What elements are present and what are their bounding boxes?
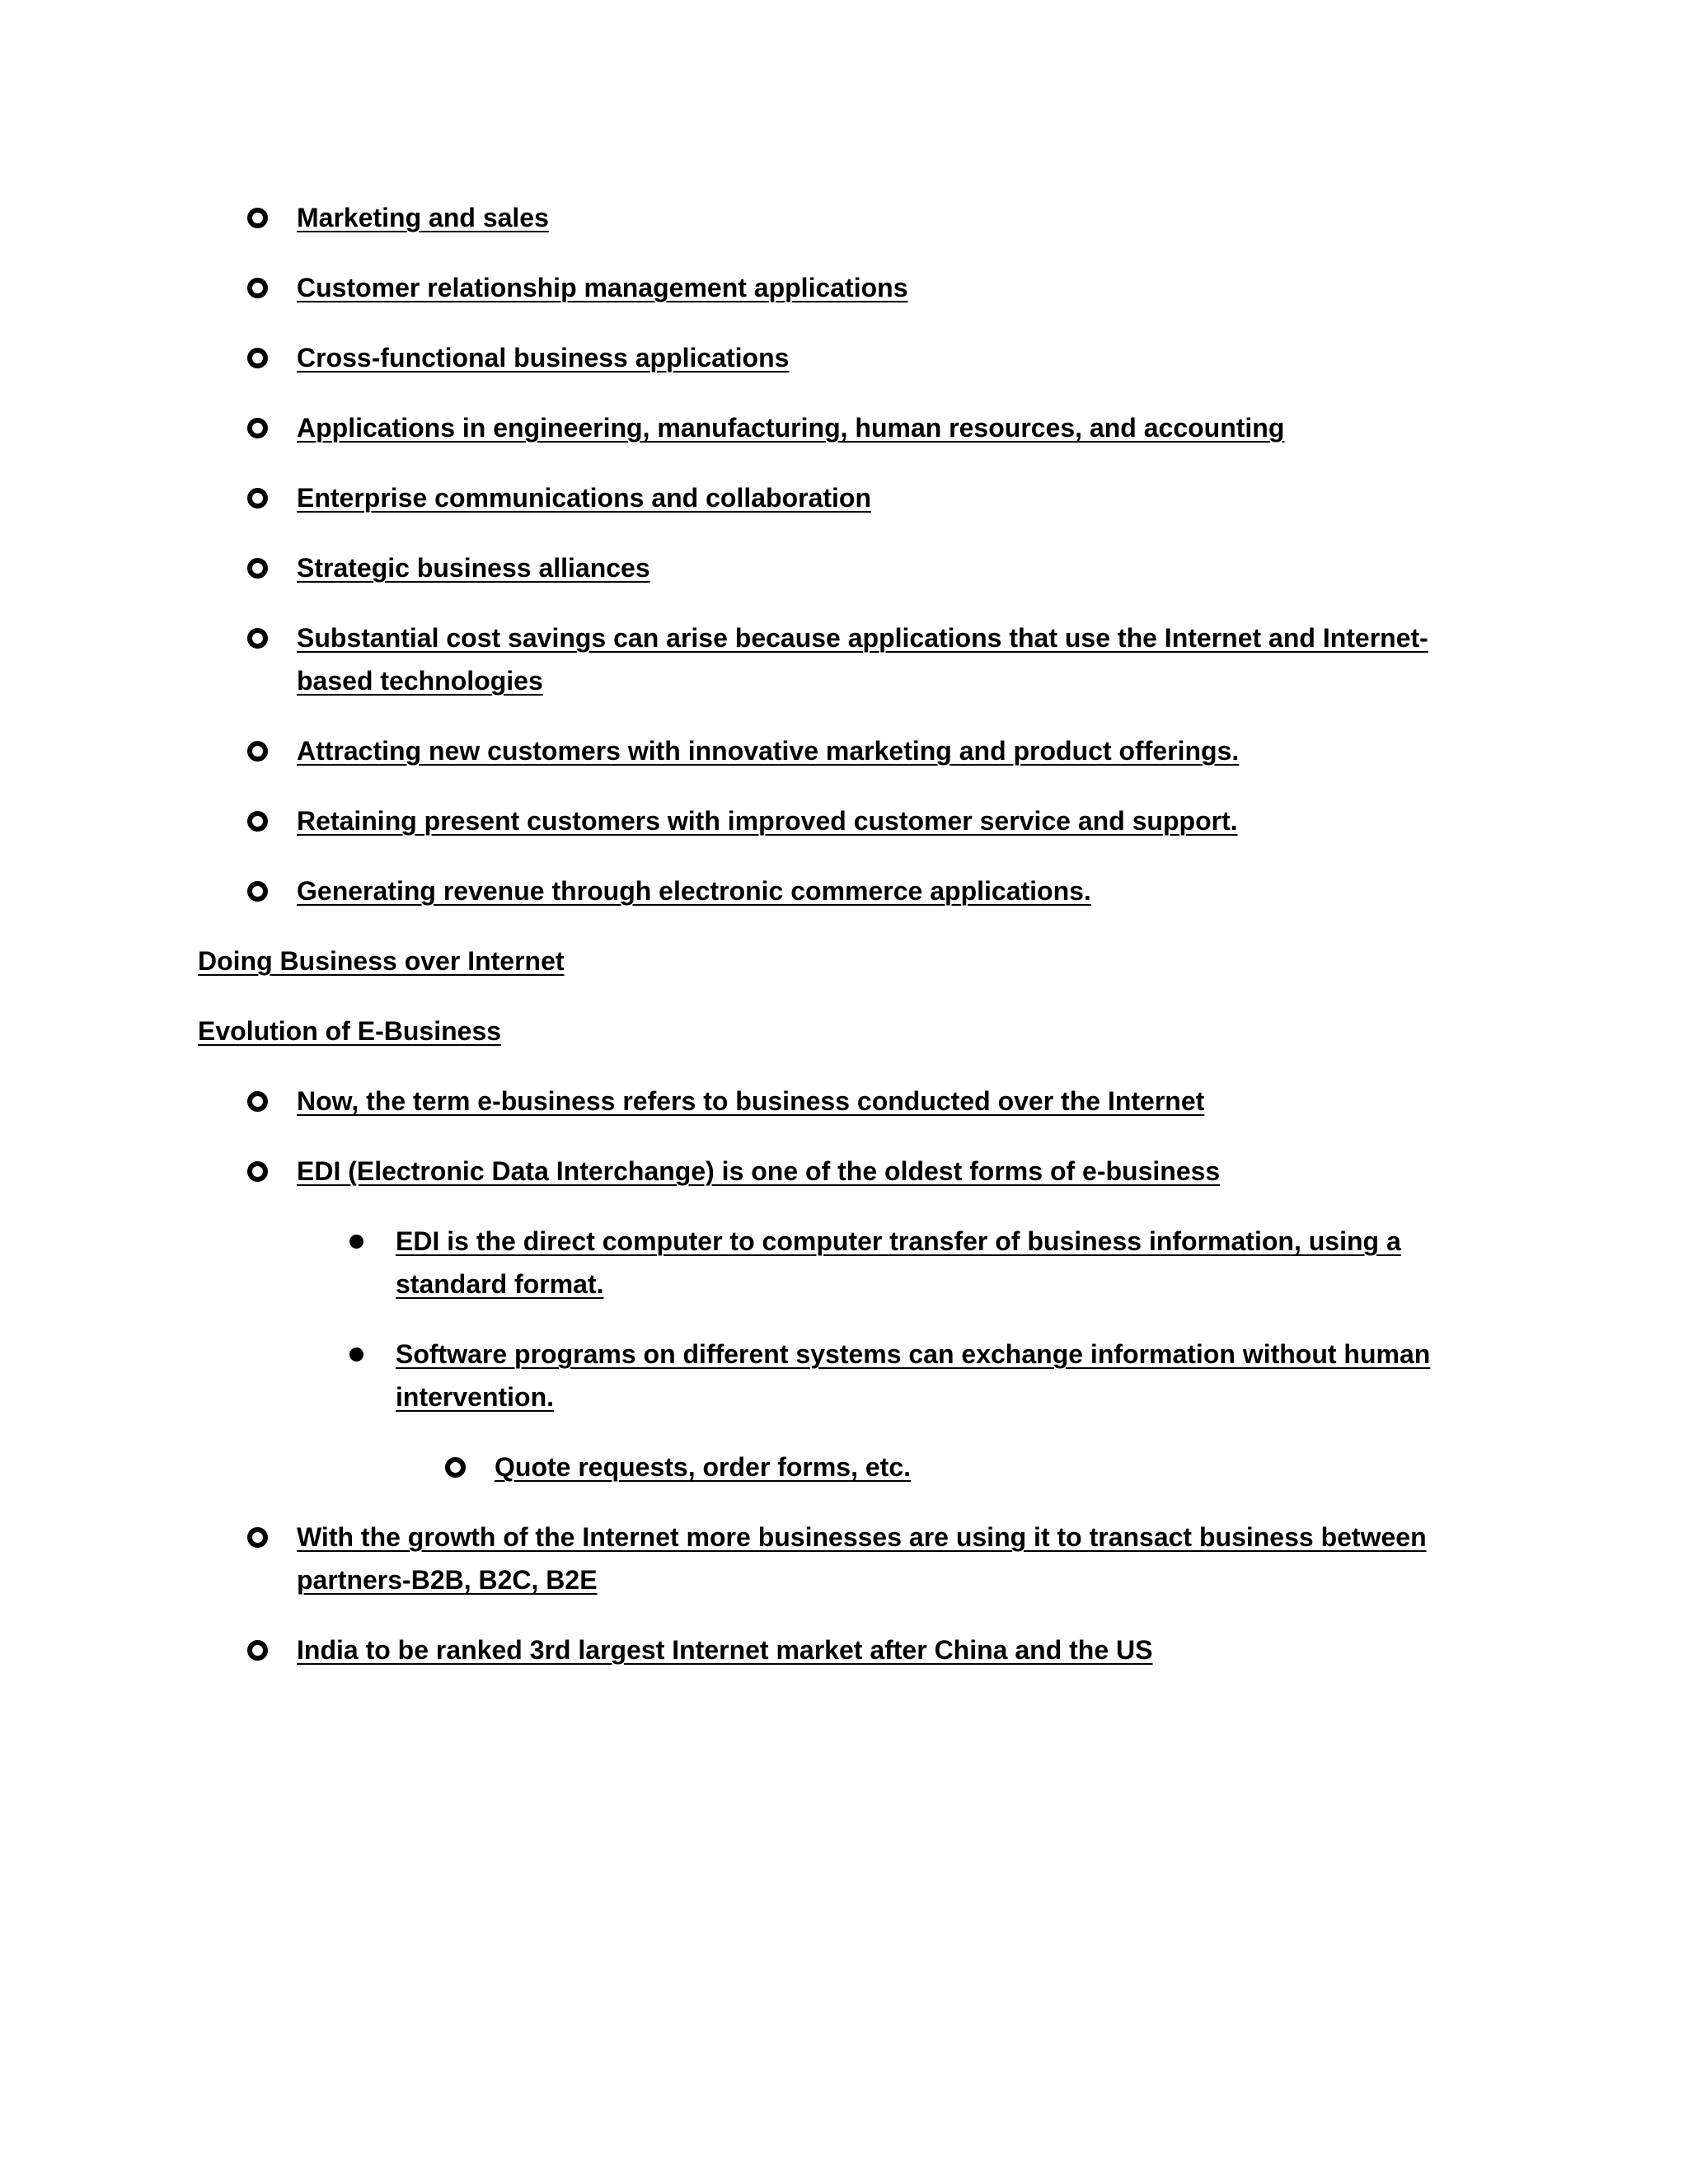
section-heading (198, 940, 1451, 982)
list-item-text: Marketing and sales (297, 203, 549, 232)
list-item (198, 196, 1451, 239)
list-item-text: Strategic business alliances (297, 553, 650, 583)
list-item-text: India to be ranked 3rd largest Internet market after China and the US (297, 1635, 1153, 1665)
list-item-text: Customer relationship management applications (297, 273, 908, 302)
list-item (198, 266, 1451, 309)
circle-bullet-icon (247, 741, 268, 762)
list-item (198, 869, 1451, 912)
list-item (198, 476, 1451, 519)
list-item-text: EDI is the direct computer to computer transfer of business information, using a standard format. (396, 1226, 1401, 1299)
list-item (198, 546, 1451, 589)
list-item-text: Software programs on different systems can exchange information without human intervention. (396, 1339, 1431, 1412)
list-item (198, 406, 1451, 449)
circle-bullet-icon (247, 488, 268, 509)
circle-bullet-icon (247, 208, 268, 228)
list-item (198, 1516, 1451, 1601)
circle-bullet-icon (247, 348, 268, 368)
circle-bullet-icon (247, 1527, 268, 1548)
list-item-text: Quote requests, order forms, etc. (495, 1452, 912, 1482)
list-item (198, 1150, 1451, 1193)
circle-bullet-icon (247, 278, 268, 298)
section-heading (198, 1010, 1451, 1052)
circle-bullet-icon (247, 811, 268, 832)
document-body (198, 196, 1451, 1699)
circle-bullet-icon (247, 1640, 268, 1661)
circle-bullet-icon (247, 558, 268, 579)
list-item (198, 1446, 1451, 1488)
circle-bullet-icon (247, 628, 268, 649)
list-item (198, 336, 1451, 379)
list-item-text: Now, the term e-business refers to business conducted over the Internet (297, 1086, 1205, 1116)
list-item-text: Enterprise communications and collaboration (297, 483, 872, 513)
list-item-text: Cross-functional business applications (297, 343, 790, 373)
list-item-text: With the growth of the Internet more businesses are using it to transact business between partners-B2B, B2C, B2E (297, 1522, 1427, 1595)
circle-bullet-icon (247, 418, 268, 438)
list-item (198, 1629, 1451, 1671)
list-item-text: Applications in engineering, manufacturing, human resources, and accounting (297, 413, 1285, 443)
list-item-text: EDI (Electronic Data Interchange) is one of the oldest forms of e-business (297, 1156, 1221, 1186)
list-item (198, 799, 1451, 842)
circle-bullet-icon (247, 1091, 268, 1112)
disc-bullet-icon (349, 1347, 363, 1361)
list-item-text: Substantial cost savings can arise because applications that use the Internet and Internet-based technologies (297, 623, 1428, 696)
list-item (198, 616, 1451, 702)
list-item-text: Attracting new customers with innovative marketing and product offerings. (297, 736, 1240, 766)
list-item (198, 1220, 1451, 1305)
list-item-text: Retaining present customers with improved customer service and support. (297, 806, 1238, 836)
circle-bullet-icon (247, 881, 268, 902)
list-item (198, 1080, 1451, 1122)
disc-bullet-icon (349, 1235, 363, 1249)
circle-bullet-icon (445, 1457, 466, 1478)
section-heading-text: Doing Business over Internet (198, 946, 565, 976)
circle-bullet-icon (247, 1161, 268, 1182)
list-item (198, 729, 1451, 772)
list-item-text: Generating revenue through electronic commerce applications. (297, 876, 1091, 906)
section-heading-text: Evolution of E-Business (198, 1016, 502, 1046)
list-item (198, 1333, 1451, 1418)
